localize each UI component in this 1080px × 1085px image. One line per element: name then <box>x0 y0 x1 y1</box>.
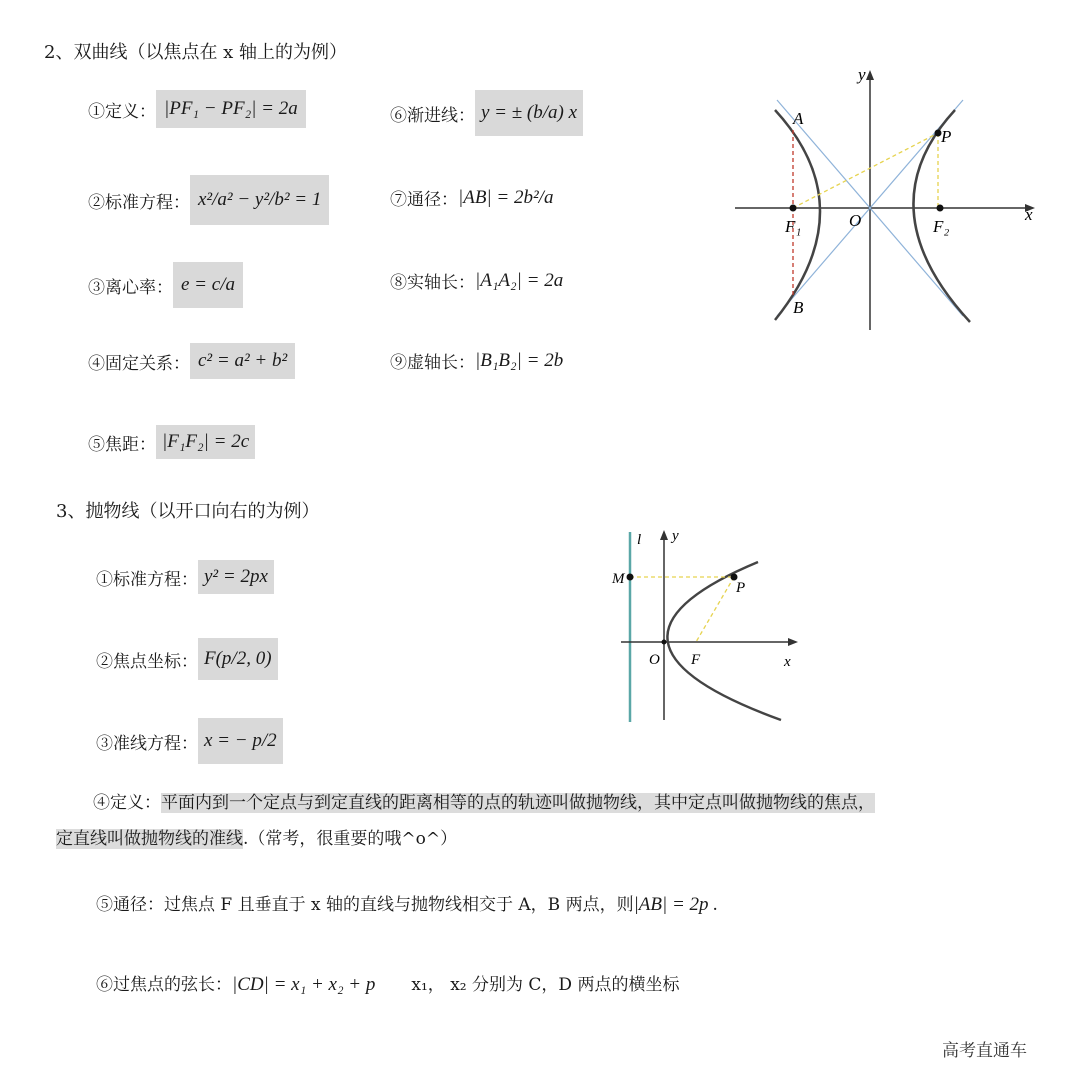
definition-label: ④定义： <box>93 793 161 813</box>
item-label: ⑤焦距： <box>88 434 156 455</box>
y-axis-arrow <box>660 530 668 540</box>
formula-box: F(p/2, 0) <box>198 638 278 680</box>
label-o: O <box>849 211 862 230</box>
hyperbola-real-axis <box>390 268 563 293</box>
parabola-latus-rectum <box>96 888 718 922</box>
hyperbola-latus-rectum <box>390 185 553 210</box>
parabola-directrix <box>96 718 283 764</box>
item-label: ②标准方程： <box>88 192 190 213</box>
watermark-text: 高考直通车 <box>942 1041 1027 1061</box>
x-axis-arrow <box>788 638 798 646</box>
label-y: y <box>858 65 866 84</box>
chord-note: x₁， x₂ 分别为 C，D 两点的横坐标 <box>411 975 680 995</box>
formula-box: e = c/a <box>173 262 243 308</box>
formula-text: |AB| = 2b²/a <box>458 186 554 208</box>
label-p: P <box>941 127 952 146</box>
parabola-focus <box>96 638 278 680</box>
parabola-figure <box>606 520 816 730</box>
definition-text-1: 平面内到一个定点与到定直线的距离相等的点的轨迹叫做抛物线，其中定点叫做抛物线的焦点， <box>161 793 875 813</box>
parabola-heading: 3、抛物线（以开口向右的为例） <box>56 501 320 522</box>
formula-box: |F₁F₂| = 2c <box>156 425 255 459</box>
formula-box: x = − p/2 <box>198 718 283 764</box>
definition-note: .（常考，很重要的哦^o^） <box>243 829 458 849</box>
formula-text: |A₁A₂| = 2a <box>475 269 564 291</box>
formula-box: y² = 2px <box>198 560 274 594</box>
parabola-focal-chord <box>96 968 679 1002</box>
hyperbola-relation <box>88 343 295 379</box>
y-axis-arrow <box>866 70 874 80</box>
item-label: ③离心率： <box>88 277 173 298</box>
hyperbola-heading: 2、双曲线（以焦点在 x 轴上的为例） <box>44 42 348 63</box>
hyperbola-eccentricity <box>88 262 243 308</box>
definition-text-2: 定直线叫做抛物线的准线 <box>56 829 243 849</box>
label-b: B <box>793 298 804 317</box>
label-m: M <box>612 571 625 587</box>
item-label: ③准线方程： <box>96 733 198 754</box>
label-l: l <box>637 532 642 548</box>
label-p: P <box>736 580 746 596</box>
label-y: y <box>672 528 679 544</box>
item-label: ⑧实轴长： <box>390 273 475 293</box>
item-label: ①定义： <box>88 101 156 122</box>
hyperbola-standard-equation <box>88 175 329 225</box>
label-a: A <box>793 109 804 128</box>
parabola-standard-equation <box>96 560 274 594</box>
latus-label: ⑤通径： <box>96 895 164 915</box>
item-label: ②焦点坐标： <box>96 651 198 672</box>
point-o <box>662 640 667 645</box>
chord-formula: |CD| = x₁ + x₂ + p <box>232 974 376 995</box>
parabola-definition-line1 <box>93 786 875 820</box>
formula-box: |PF₁ − PF₂| = 2a <box>156 90 306 128</box>
point-f2 <box>937 205 944 212</box>
point-m <box>627 574 634 581</box>
formula-text: |B₁B₂| = 2b <box>475 349 564 371</box>
label-o: O <box>649 652 660 668</box>
item-label: ⑥渐进线： <box>390 105 475 126</box>
pf-line <box>696 577 734 642</box>
parabola-curve <box>667 562 781 720</box>
label-f: F <box>691 652 701 668</box>
hyperbola-imaginary-axis <box>390 348 563 373</box>
label-x: x <box>1025 205 1033 224</box>
hyperbola-asymptote <box>390 90 583 136</box>
parabola-definition-line2 <box>56 822 457 856</box>
formula-box: c² = a² + b² <box>190 343 295 379</box>
item-label: ④固定关系： <box>88 353 190 374</box>
label-x: x <box>784 654 791 670</box>
formula-box: y = ± (b/a) x <box>475 90 583 136</box>
hyperbola-definition <box>88 90 306 128</box>
item-label: ①标准方程： <box>96 569 198 590</box>
item-label: ⑨虚轴长： <box>390 353 475 373</box>
label-f2: F₂ <box>933 217 950 236</box>
chord-label: ⑥过焦点的弦长： <box>96 975 232 995</box>
latus-formula: |AB| = 2p . <box>633 894 719 915</box>
label-f1: F₁ <box>785 217 802 236</box>
latus-text: 过焦点 F 且垂直于 x 轴的直线与抛物线相交于 A，B 两点，则 <box>164 895 634 915</box>
item-label: ⑦通径： <box>390 190 458 210</box>
hyperbola-figure <box>725 60 1045 340</box>
formula-box: x²/a² − y²/b² = 1 <box>190 175 329 225</box>
hyperbola-focal-distance <box>88 425 255 459</box>
point-f1 <box>790 205 797 212</box>
